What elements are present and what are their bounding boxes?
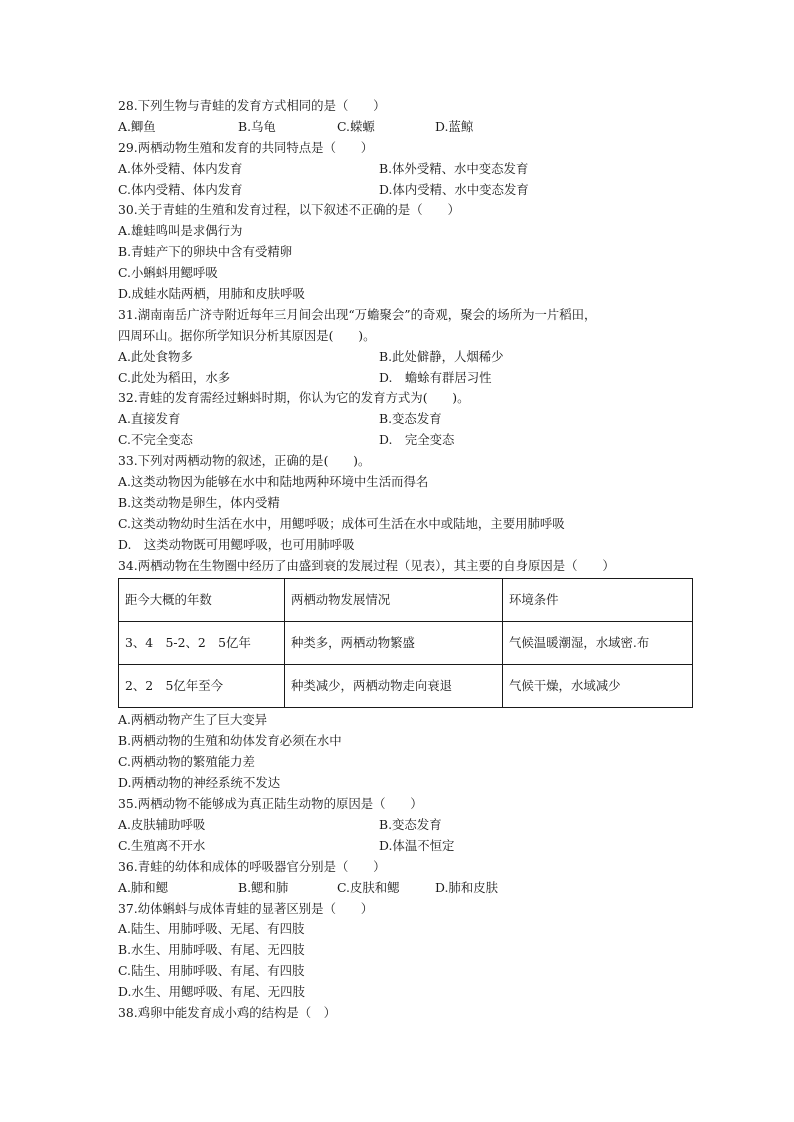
question-stem: 33.下列对两栖动物的叙述，正确的是( )。 bbox=[118, 453, 371, 469]
question-stem: 31.湖南南岳广济寺附近每年三月间会出现“万蟾聚会”的奇观，聚会的场所为一片稻田， bbox=[118, 306, 597, 322]
answer-option: B.此处僻静，人烟稀少 bbox=[379, 348, 504, 364]
question-block bbox=[118, 794, 694, 857]
answer-option: C.小蝌蚪用鳃呼吸 bbox=[118, 265, 218, 281]
answer-option: C.这类动物幼时生活在水中，用鳃呼吸；成体可生活在水中或陆地，主要用肺呼吸 bbox=[118, 515, 565, 531]
answer-option: C.不完全变态 bbox=[118, 432, 193, 448]
question-stem: 28.下列生物与青蛙的发育方式相同的是（ ） bbox=[118, 98, 386, 113]
question-stem: 四周环山。据你所学知识分析其原因是( )。 bbox=[118, 327, 376, 343]
answer-option: B.水生、用肺呼吸、有尾、无四肢 bbox=[118, 942, 305, 958]
answer-option: B.变态发育 bbox=[379, 411, 442, 427]
answer-option: A.雄蛙鸣叫是求偶行为 bbox=[118, 223, 243, 239]
answer-option: A.肺和鳃 bbox=[118, 879, 169, 895]
exam-page bbox=[118, 96, 694, 1024]
answer-option: D. 完全变态 bbox=[379, 432, 455, 448]
question-stem: 32.青蛙的发育需经过蝌蚪时期，你认为它的发育方式为( )。 bbox=[118, 390, 470, 406]
options-row bbox=[118, 409, 694, 430]
table-cell: 2、2 5亿年至今 bbox=[119, 665, 285, 708]
question-block bbox=[118, 96, 694, 138]
answer-option: A.两栖动物产生了巨大变异 bbox=[118, 712, 268, 728]
question-stem: 34.两栖动物在生物圈中经历了由盛到衰的发展过程（见表），其主要的自身原因是（ ） bbox=[118, 557, 615, 573]
question-block bbox=[118, 200, 694, 304]
options-row bbox=[118, 117, 694, 138]
answer-option: A.体外受精、体内发育 bbox=[118, 160, 243, 176]
question-block bbox=[118, 1003, 694, 1024]
answer-option: B.鳃和肺 bbox=[238, 879, 289, 895]
answer-option: B.体外受精、水中变态发育 bbox=[379, 160, 529, 176]
answer-option: B.这类动物是卵生，体内受精 bbox=[118, 494, 280, 510]
table-row bbox=[119, 665, 693, 708]
answer-option: C.此处为稻田，水多 bbox=[118, 369, 231, 385]
question-stem: 30.关于青蛙的生殖和发育过程，以下叙述不正确的是（ ） bbox=[118, 202, 460, 218]
answer-option: B.青蛙产下的卵块中含有受精卵 bbox=[118, 244, 293, 260]
table-cell: 3、4 5-2、2 5亿年 bbox=[119, 622, 285, 665]
question-block bbox=[118, 857, 694, 899]
answer-option: C.皮肤和鳃 bbox=[337, 879, 400, 895]
options-row bbox=[118, 878, 694, 899]
options-row bbox=[118, 159, 694, 180]
question-block bbox=[118, 138, 694, 201]
question-block bbox=[118, 305, 694, 389]
options-row bbox=[118, 836, 694, 857]
question-block bbox=[118, 899, 694, 1003]
options-row bbox=[118, 347, 694, 368]
answer-option: A.这类动物因为能够在水中和陆地两种环境中生活而得名 bbox=[118, 474, 429, 490]
table-cell: 气候干燥，水域减少 bbox=[503, 665, 693, 708]
answer-option: A.鲫鱼 bbox=[118, 118, 156, 134]
answer-option: A.直接发育 bbox=[118, 411, 181, 427]
question-block bbox=[118, 556, 694, 794]
answer-option: D.水生、用鳃呼吸、有尾、无四肢 bbox=[118, 984, 305, 1000]
answer-option: D.两栖动物的神经系统不发达 bbox=[118, 775, 281, 791]
answer-option: C.陆生、用肺呼吸、有尾、有四肢 bbox=[118, 963, 305, 979]
answer-option: B.乌龟 bbox=[238, 118, 276, 134]
answer-option: C.两栖动物的繁殖能力差 bbox=[118, 754, 255, 770]
answer-option: D.体内受精、水中变态发育 bbox=[379, 181, 529, 197]
table-cell: 环境条件 bbox=[503, 579, 693, 622]
table-cell: 种类减少，两栖动物走向衰退 bbox=[285, 665, 503, 708]
table-cell: 气候温暖潮湿，水域密.布 bbox=[503, 622, 693, 665]
question-stem: 37.幼体蝌蚪与成体青蛙的显著区别是（ ） bbox=[118, 900, 374, 916]
question-stem: 29.两栖动物生殖和发育的共同特点是（ ） bbox=[118, 139, 374, 155]
options-row bbox=[118, 368, 694, 389]
options-row bbox=[118, 180, 694, 201]
answer-option: A.皮肤辅助呼吸 bbox=[118, 816, 206, 832]
answer-option: D.肺和皮肤 bbox=[435, 879, 498, 895]
options-row bbox=[118, 815, 694, 836]
answer-option: C.蝾螈 bbox=[337, 118, 375, 134]
answer-option: C.生殖离不开水 bbox=[118, 837, 206, 853]
answer-option: B.两栖动物的生殖和幼体发育必须在水中 bbox=[118, 733, 342, 749]
question-block bbox=[118, 388, 694, 451]
table-cell: 种类多，两栖动物繁盛 bbox=[285, 622, 503, 665]
answer-option: A.此处食物多 bbox=[118, 348, 193, 364]
table-cell: 距今大概的年数 bbox=[119, 579, 285, 622]
question-block bbox=[118, 451, 694, 555]
table-cell: 两栖动物发展情况 bbox=[285, 579, 503, 622]
answer-option: A.陆生、用肺呼吸、无尾、有四肢 bbox=[118, 921, 305, 937]
question-stem: 36.青蛙的幼体和成体的呼吸器官分别是（ ） bbox=[118, 858, 386, 874]
answer-option: D. 蟾蜍有群居习性 bbox=[379, 369, 492, 385]
answer-option: D. 这类动物既可用鳃呼吸，也可用肺呼吸 bbox=[118, 536, 355, 552]
amphibian-history-table bbox=[118, 578, 693, 708]
table-header-row bbox=[119, 579, 693, 622]
answer-option: D.体温不恒定 bbox=[379, 837, 455, 853]
answer-option: C.体内受精、体内发育 bbox=[118, 181, 243, 197]
options-row bbox=[118, 430, 694, 451]
question-stem: 38.鸡卵中能发育成小鸡的结构是（ ） bbox=[118, 1004, 336, 1020]
answer-option: B.变态发育 bbox=[379, 816, 442, 832]
answer-option: D.蓝鲸 bbox=[435, 118, 474, 134]
table-row bbox=[119, 622, 693, 665]
answer-option: D.成蛙水陆两栖，用肺和皮肤呼吸 bbox=[118, 286, 305, 302]
question-stem: 35.两栖动物不能够成为真正陆生动物的原因是（ ） bbox=[118, 796, 423, 812]
